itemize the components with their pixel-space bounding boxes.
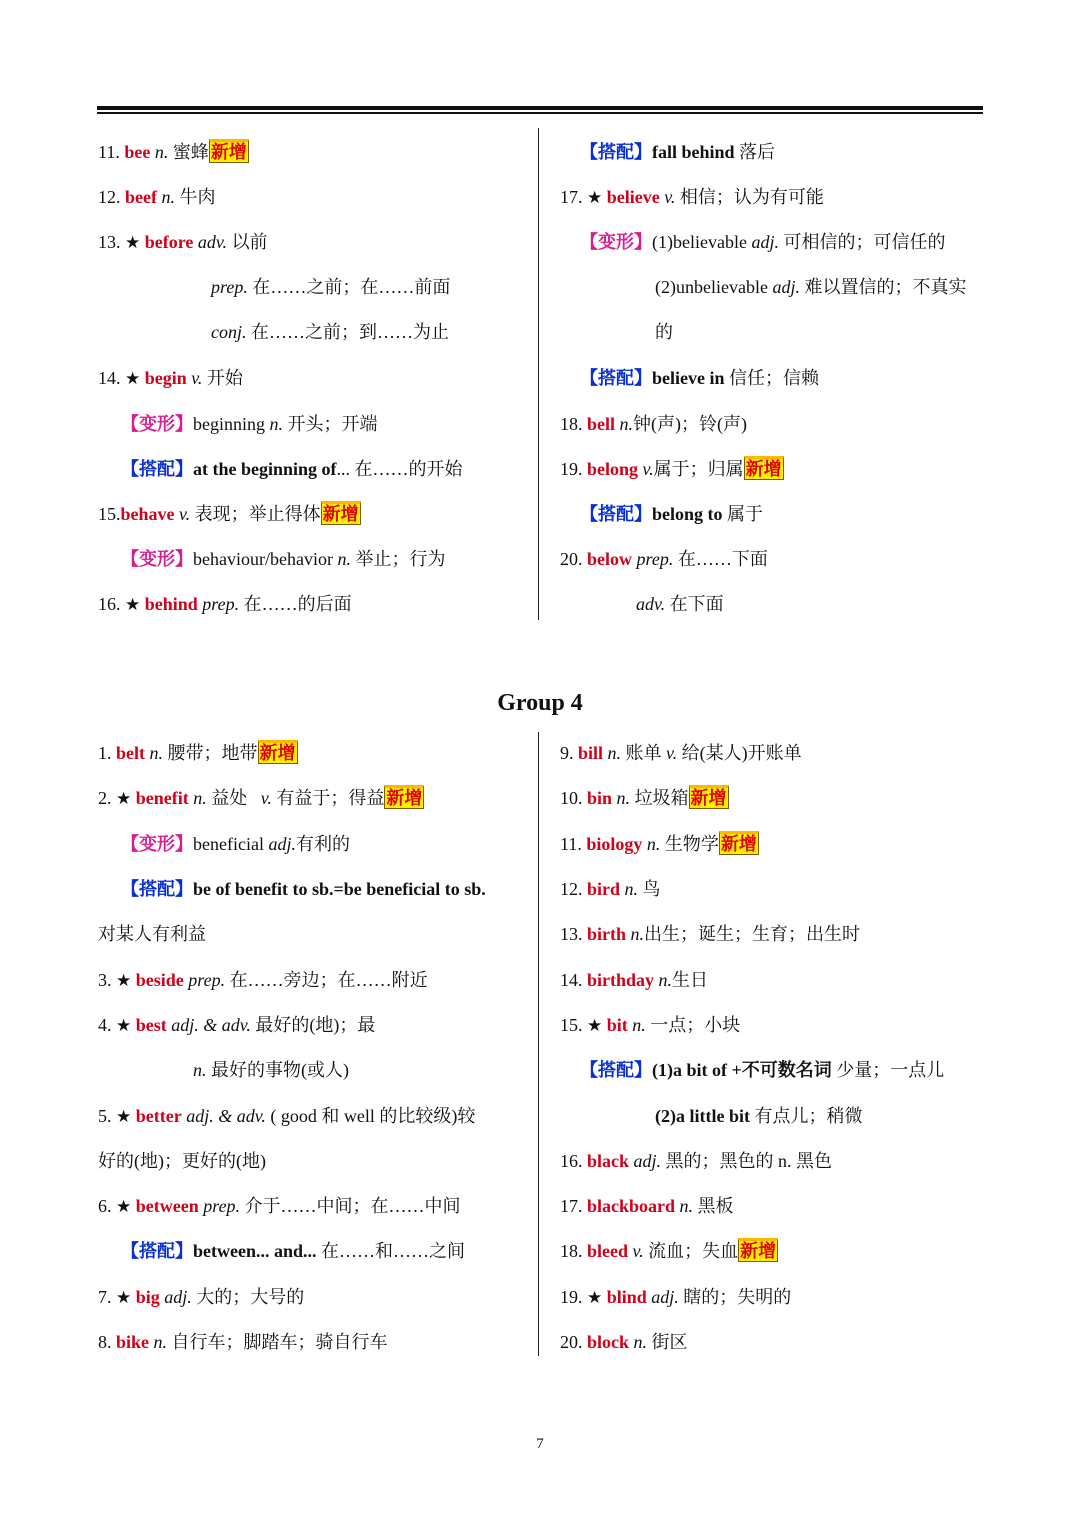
entry-big: 7. ★ big adj. 大的；大号的 [98, 1287, 305, 1308]
collocation-fall-behind: 【搭配】fall behind 落后 [580, 142, 776, 162]
entry-before: 13. ★ before adv. 以前 [98, 232, 268, 253]
header-rule-thin [97, 112, 983, 114]
entry-begin: 14. ★ begin v. 开始 [98, 368, 243, 389]
entry-below-adv: adv. 在下面 [636, 594, 724, 614]
collocation-believe-in: 【搭配】believe in 信任；信赖 [580, 368, 819, 388]
page-number: 7 [536, 1436, 544, 1452]
star-icon: ★ [116, 1197, 132, 1217]
entry-birthday: 14. birthday n.生日 [560, 970, 709, 990]
entry-before-prep: prep. 在……之前；在……前面 [211, 277, 451, 297]
entry-before-conj: conj. 在……之前；到……为止 [211, 322, 449, 342]
entry-bin: 10. bin n. 垃圾箱 新增 [560, 785, 729, 811]
variant-behaviour: 【变形】behaviour/behavior n. 举止；行为 [121, 549, 446, 569]
entry-block: 20. block n. 街区 [560, 1332, 688, 1352]
new-badge: 新增 [738, 1238, 778, 1262]
entry-belong: 19. belong v.属于；归属 新增 [560, 456, 784, 482]
entry-birth: 13. birth n.出生；诞生；生育；出生时 [560, 924, 861, 944]
entry-bike: 8. bike n. 自行车；脚踏车；骑自行车 [98, 1332, 388, 1352]
collocation-at-the-beginning-of: 【搭配】at the beginning of... 在……的开始 [121, 459, 463, 479]
entry-bleed: 18. bleed v. 流血；失血 新增 [560, 1238, 778, 1264]
entry-below: 20. below prep. 在……下面 [560, 549, 768, 569]
star-icon: ★ [116, 1107, 132, 1127]
star-icon: ★ [125, 233, 141, 253]
variant-unbelievable-wrap: 的 [655, 322, 673, 342]
entry-bit: 15. ★ bit n. 一点；小块 [560, 1015, 741, 1036]
variant-believable: 【变形】(1)believable adj. 可相信的；可信任的 [580, 232, 946, 252]
star-icon: ★ [587, 1288, 603, 1308]
collocation-a-little-bit: (2)a little bit 有点儿；稍微 [655, 1106, 863, 1126]
group-title: Group 4 [497, 690, 583, 716]
star-icon: ★ [587, 1016, 603, 1036]
new-badge: 新增 [744, 456, 784, 480]
entry-best-noun: n. 最好的事物(或人) [193, 1060, 349, 1080]
collocation-be-of-benefit: 【搭配】be of benefit to sb.=be beneficial to sb. [121, 879, 486, 899]
collocation-a-bit-of: 【搭配】(1)a bit of +不可数名词 少量；一点儿 [580, 1060, 945, 1080]
star-icon: ★ [116, 1288, 132, 1308]
entry-bell: 18. bell n.钟(声)；铃(声) [560, 414, 747, 434]
entry-belt: 1. belt n. 腰带；地带 新增 [98, 740, 298, 766]
header-rule-thick [97, 106, 983, 110]
entry-better-wrap: 好的(地)；更好的(地) [98, 1151, 266, 1171]
entry-between: 6. ★ between prep. 介于……中间；在……中间 [98, 1196, 461, 1217]
entry-black: 16. black adj. 黑的；黑色的 n. 黑色 [560, 1151, 833, 1171]
star-icon: ★ [116, 971, 132, 991]
entry-better: 5. ★ better adj. & adv. ( good 和 well 的比较级)较 [98, 1106, 476, 1127]
star-icon: ★ [125, 369, 141, 389]
entry-benefit: 2. ★ benefit n. 益处 v. 有益于；得益 新增 [98, 785, 424, 812]
star-icon: ★ [125, 595, 141, 615]
variant-beneficial: 【变形】beneficial adj.有利的 [121, 834, 350, 854]
entry-beef: 12. beef n. 牛肉 [98, 187, 216, 207]
entry-behave: 15.behave v. 表现；举止得体 新增 [98, 501, 361, 527]
entry-believe: 17. ★ believe v. 相信；认为有可能 [560, 187, 824, 208]
star-icon: ★ [116, 789, 132, 809]
column-divider-bottom [538, 732, 539, 1356]
entry-biology: 11. biology n. 生物学 新增 [560, 831, 759, 857]
star-icon: ★ [116, 1016, 132, 1036]
new-badge: 新增 [209, 139, 249, 163]
new-badge: 新增 [258, 740, 298, 764]
entry-blind: 19. ★ blind adj. 瞎的；失明的 [560, 1287, 792, 1308]
star-icon: ★ [587, 188, 603, 208]
column-divider-top [538, 128, 539, 620]
new-badge: 新增 [719, 831, 759, 855]
collocation-belong-to: 【搭配】belong to 属于 [580, 504, 764, 524]
entry-bill: 9. bill n. 账单 v. 给(某人)开账单 [560, 743, 802, 763]
entry-bird: 12. bird n. 鸟 [560, 879, 661, 899]
entry-behind: 16. ★ behind prep. 在……的后面 [98, 594, 352, 615]
entry-bee: 11. bee n. 蜜蜂 新增 [98, 139, 249, 165]
collocation-between-and: 【搭配】between... and... 在……和……之间 [121, 1241, 466, 1261]
variant-beginning: 【变形】beginning n. 开头；开端 [121, 414, 378, 434]
new-badge: 新增 [689, 785, 729, 809]
variant-unbelievable: (2)unbelievable adj. 难以置信的；不真实 [655, 277, 967, 297]
collocation-be-of-benefit-def: 对某人有利益 [98, 924, 206, 944]
entry-beside: 3. ★ beside prep. 在……旁边；在……附近 [98, 970, 428, 991]
new-badge: 新增 [384, 785, 424, 809]
entry-best: 4. ★ best adj. & adv. 最好的(地)；最 [98, 1015, 376, 1036]
entry-blackboard: 17. blackboard n. 黑板 [560, 1196, 734, 1216]
new-badge: 新增 [321, 501, 361, 525]
